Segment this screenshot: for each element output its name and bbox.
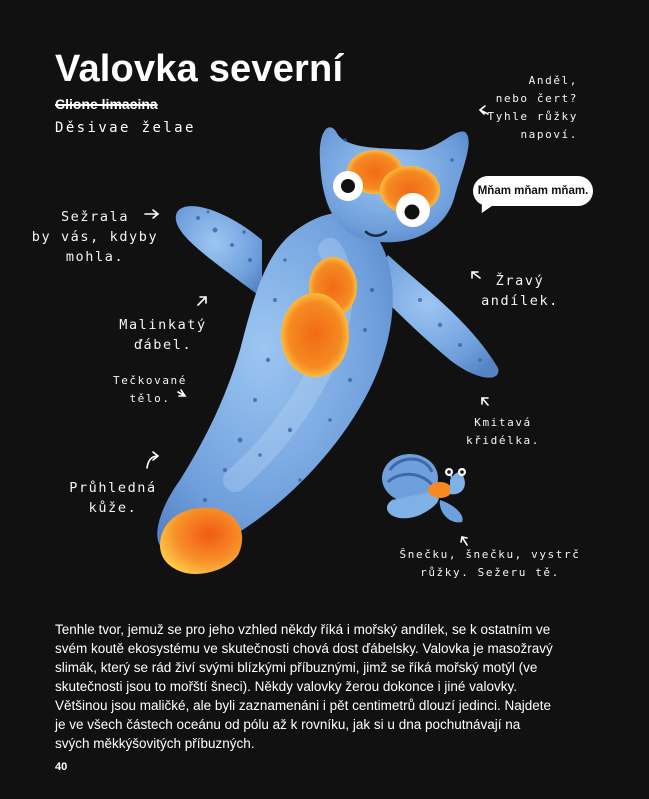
- left-wing: [176, 206, 262, 298]
- annotation-ate-you: Sežrala by vás, kdyby mohla.: [31, 209, 159, 265]
- annotation-dotted-body: Tečkované tělo.: [112, 374, 187, 405]
- annotation-tiny-devil: Malinkatý ďábel.: [119, 317, 207, 353]
- body-paragraph: Tenhle tvor, jemuž se pro jeho vzhled někdy říká i mořský andílek, se k ostatním ve svém koutě ekosystému ve skutečnosti chová dost ďábelsky. Valovka je masožravý slimák, který se rád živí svými blízkými příbuznými, jimž se říká mořský motýl (ve skutečnosti jsou to mořští šneci). Někdy valovky žerou dokonce i jiné valovky. Většinou jsou maličké, ale byli zaznamenáni i pět centimetrů dlouzí jedinci. Najdete je ve všech částech oceánu od pólu až k rovníku, jak si u dna pochutnávají na svých měkkýšovitých příbuzných.: [55, 622, 553, 751]
- annotation-hungry-angel: Žravý andílek.: [481, 273, 559, 309]
- page-title: Valovka severní: [55, 48, 344, 90]
- annotation-transparent-skin: Průhledná kůže.: [69, 480, 157, 516]
- page-number: 40: [55, 761, 68, 773]
- latin-name: Clione limacina: [55, 96, 158, 112]
- annotation-angel-devil: Anděl, nebo čert? Tyhle růžky napoví.: [487, 74, 578, 141]
- sea-snail: [382, 454, 466, 522]
- annotation-flapping-wings: Kmitavá křidélka.: [465, 416, 540, 447]
- nickname: Děsivae želae: [55, 120, 196, 136]
- annotation-snail-call: Šnečku, šnečku, vystrč růžky. Sežeru tě.: [399, 548, 581, 579]
- speech-bubble: Mňam mňam mňam.: [473, 176, 593, 206]
